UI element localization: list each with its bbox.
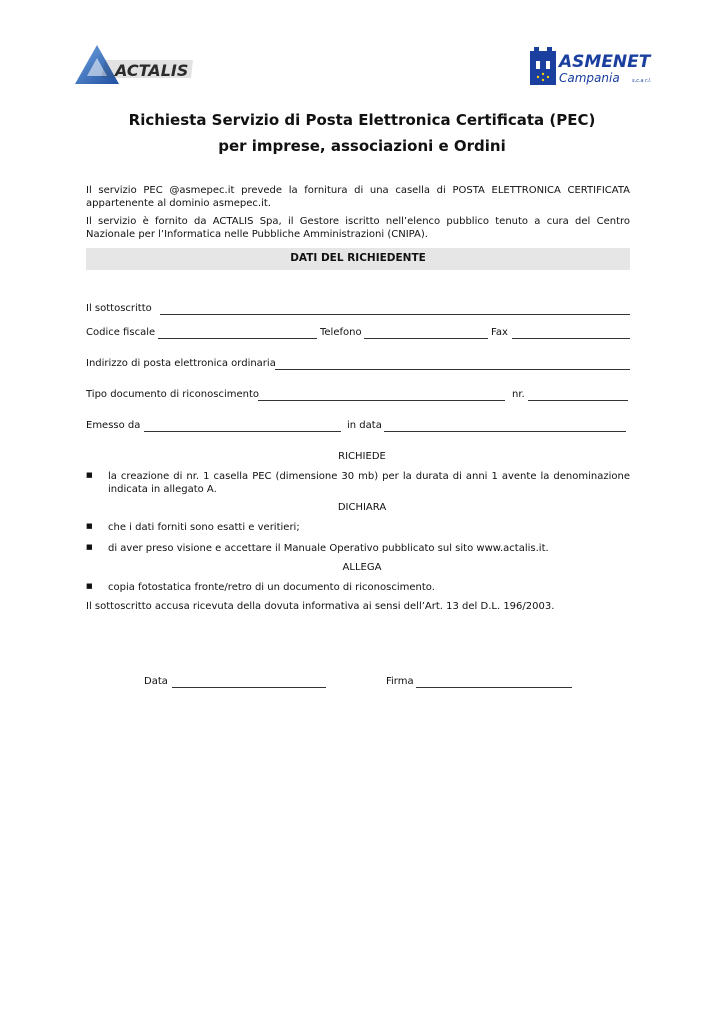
closing-statement: Il sottoscritto accusa ricevuta della dovuta informativa ai sensi dell’Art. 13 del D.L. 196/2003. <box>86 601 555 612</box>
emesso-da-input[interactable] <box>144 431 341 432</box>
field-row-documento <box>86 389 630 403</box>
field-row-email <box>86 358 630 372</box>
document-subtitle: per imprese, associazioni e Ordini <box>218 137 506 155</box>
telefono-label: Telefono <box>320 327 362 338</box>
nr-input[interactable] <box>528 400 628 401</box>
allega-heading: ALLEGA <box>342 562 382 573</box>
svg-text:s.c.a r.l.: s.c.a r.l. <box>632 78 652 84</box>
field-row-codice-telefono-fax <box>86 327 630 341</box>
actalis-triangle-icon <box>75 44 193 86</box>
email-label: Indirizzo di posta elettronica ordinaria <box>86 358 276 369</box>
fax-input[interactable] <box>512 338 630 339</box>
field-row-sottoscritto <box>86 303 630 317</box>
firma-input[interactable] <box>416 687 572 688</box>
email-input[interactable] <box>275 369 630 370</box>
sottoscritto-input[interactable] <box>160 314 630 315</box>
asmenet-logo <box>528 45 662 87</box>
actalis-logo <box>75 44 193 86</box>
firma-label: Firma <box>386 676 414 687</box>
tipo-documento-input[interactable] <box>258 400 505 401</box>
bullet-icon: ■ <box>86 543 93 551</box>
intro-paragraph-1: Il servizio PEC @asmepec.it prevede la fornitura di una casella di POSTA ELETTRONICA CERTIFICATA appartenente al dominio asmepec.it. <box>86 185 630 209</box>
nr-label: nr. <box>512 389 525 400</box>
building-icon <box>530 47 556 85</box>
signature-row <box>144 676 644 690</box>
codice-fiscale-input[interactable] <box>158 338 317 339</box>
data-input[interactable] <box>172 687 326 688</box>
section-header: DATI DEL RICHIEDENTE <box>86 248 630 270</box>
codice-fiscale-label: Codice fiscale <box>86 327 156 338</box>
svg-text:Campania: Campania <box>559 71 620 85</box>
data-label: Data <box>144 676 168 687</box>
richiede-heading: RICHIEDE <box>338 451 386 462</box>
telefono-input[interactable] <box>364 338 488 339</box>
tipo-documento-label: Tipo documento di riconoscimento <box>86 389 259 400</box>
dichiara-heading: DICHIARA <box>337 502 387 513</box>
emesso-da-label: Emesso da <box>86 420 141 431</box>
fax-label: Fax <box>491 327 508 338</box>
document-title: Richiesta Servizio di Posta Elettronica Certificata (PEC) <box>128 111 596 129</box>
in-data-label: in data <box>347 420 382 431</box>
in-data-input[interactable] <box>384 431 626 432</box>
svg-text:ASMENET: ASMENET <box>559 52 651 72</box>
field-row-emesso <box>86 420 630 434</box>
bullet-icon: ■ <box>86 582 93 590</box>
bullet-icon: ■ <box>86 471 93 479</box>
bullet-icon: ■ <box>86 522 93 530</box>
svg-text:ACTALIS: ACTALIS <box>115 61 189 80</box>
sottoscritto-label: Il sottoscritto <box>86 303 152 314</box>
intro-paragraph-2: Il servizio è fornito da ACTALIS Spa, il Gestore iscritto nell’elenco pubblico tenuto a cura del Centro Nazionale per l’Informatica nelle Pubbliche Amministrazioni (CNIPA). <box>86 216 630 240</box>
